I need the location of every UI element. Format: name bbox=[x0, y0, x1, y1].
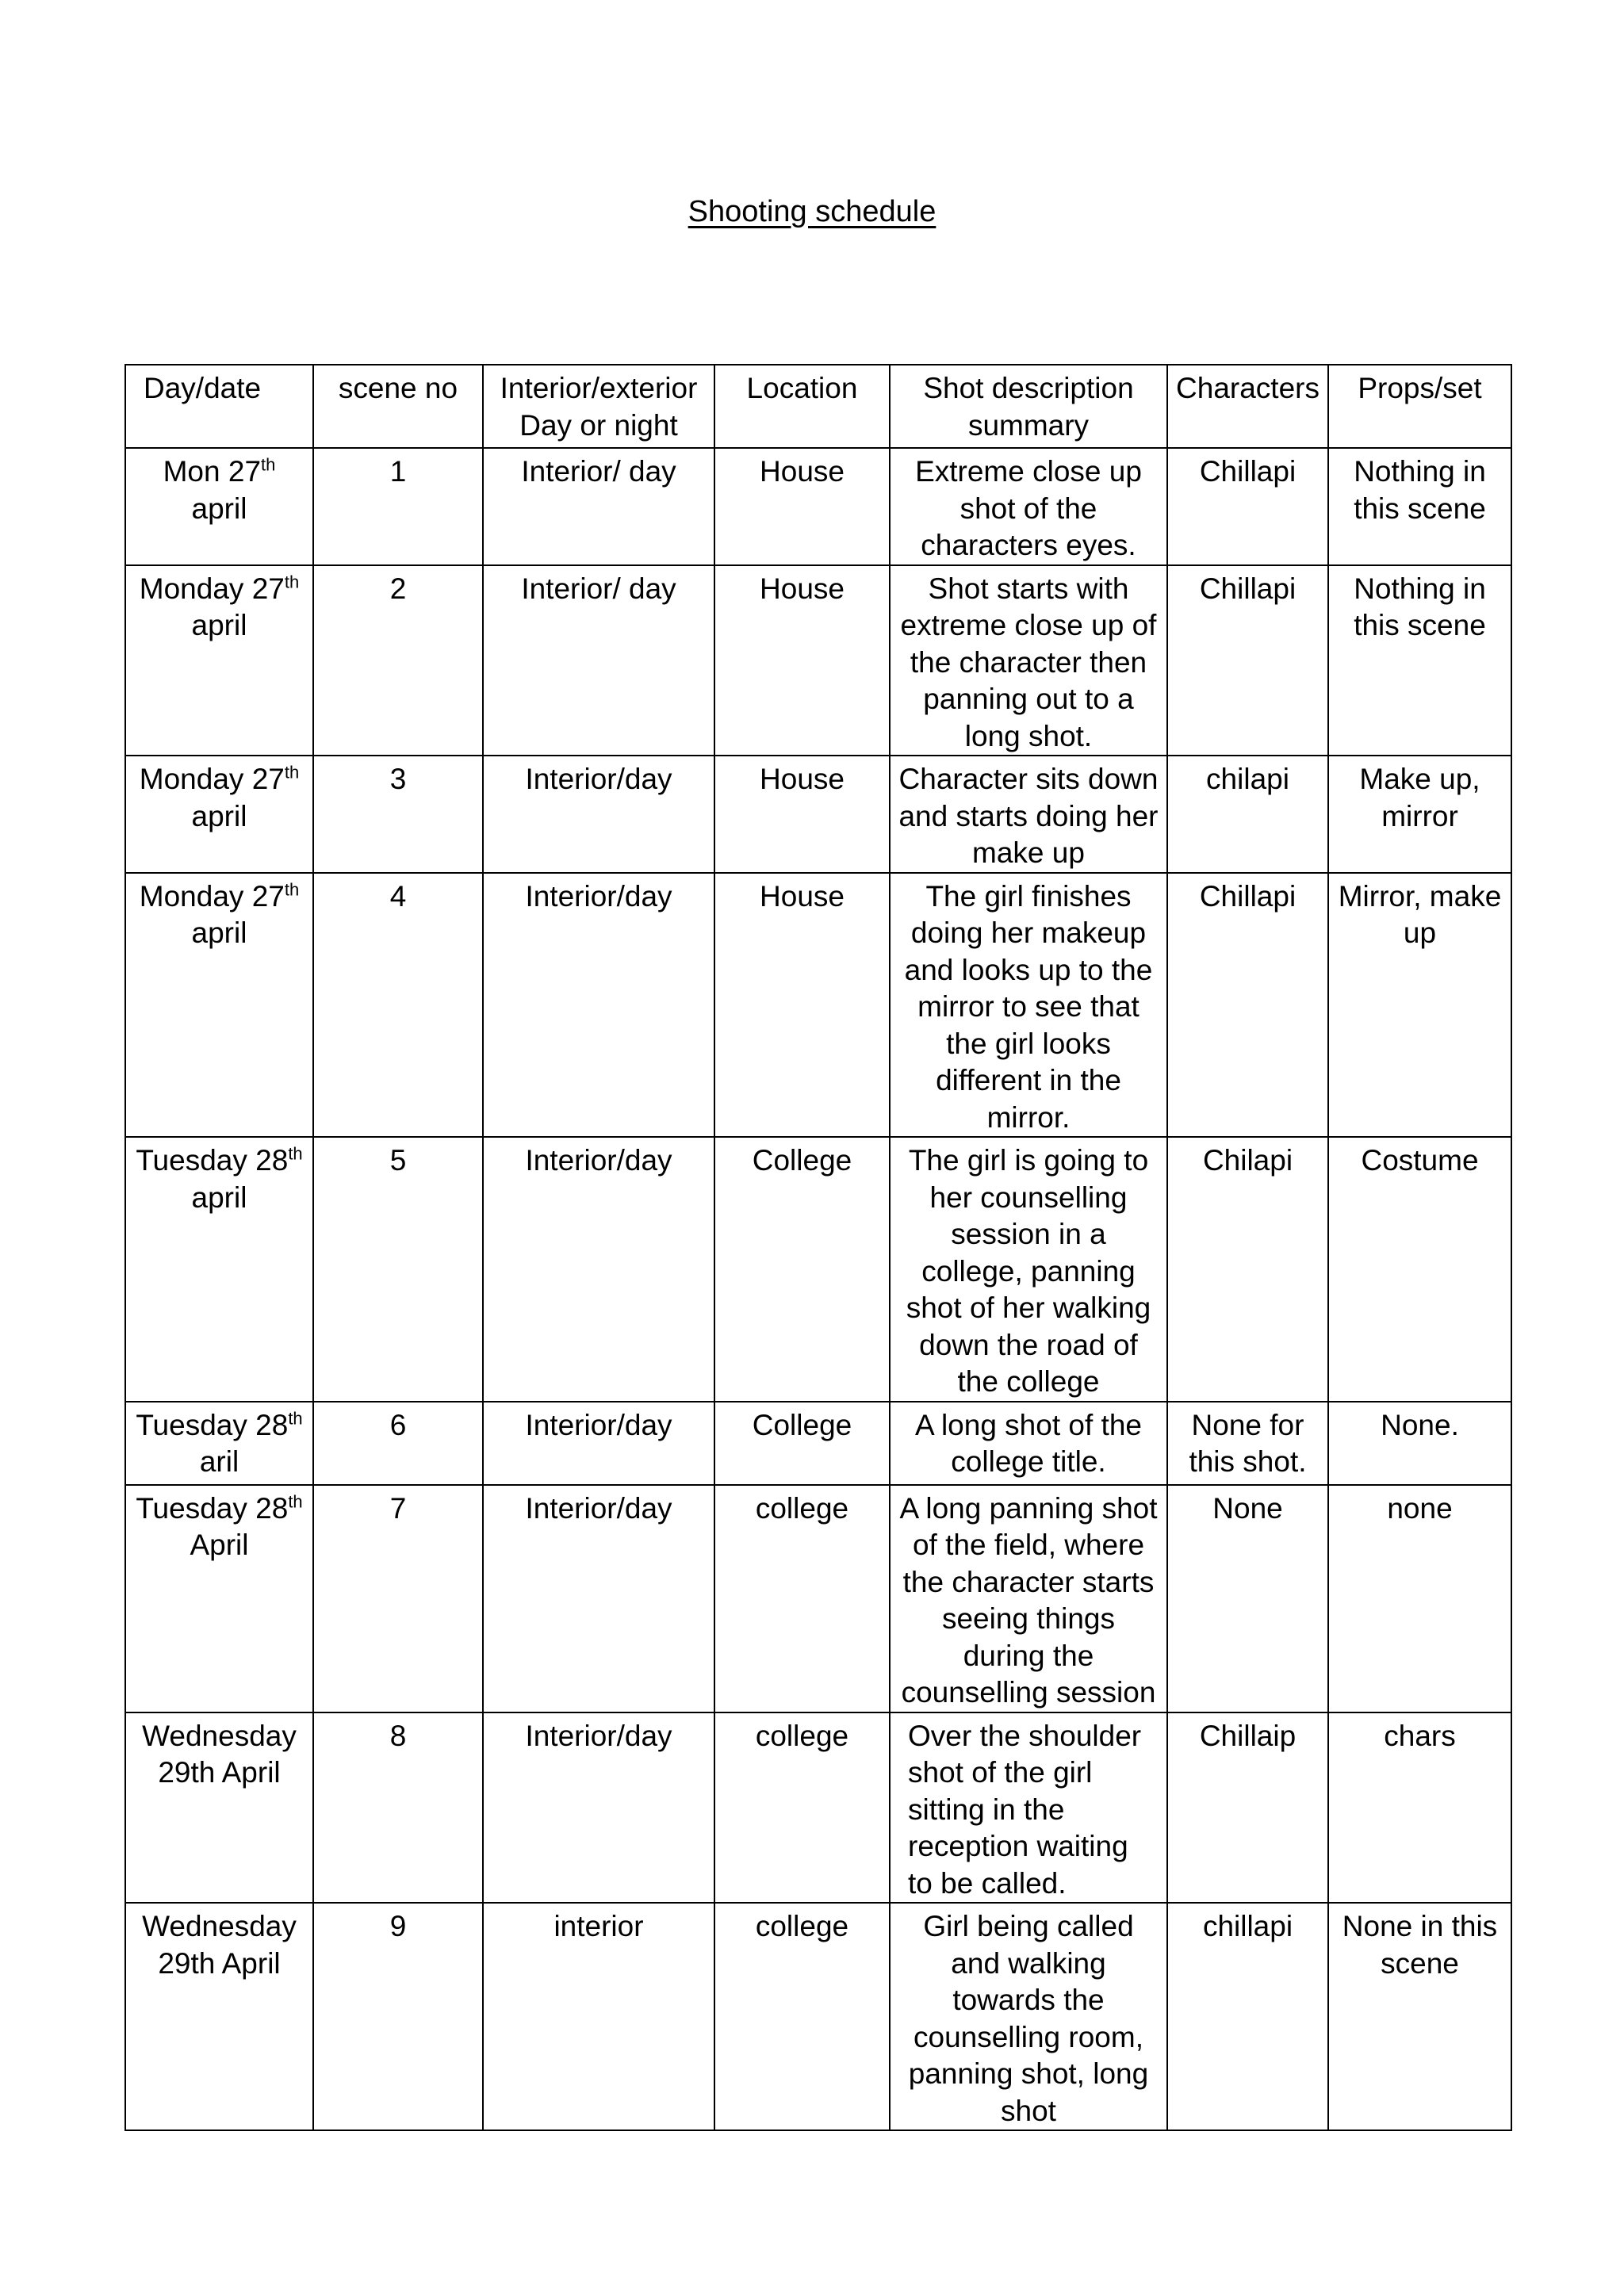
table-row bbox=[125, 1903, 1511, 2130]
cell-shot-description: Extreme close up shot of the characters eyes. bbox=[890, 448, 1167, 565]
cell-scene-no: 2 bbox=[313, 565, 483, 756]
header-shot-description: Shot description summary bbox=[890, 365, 1167, 448]
cell-shot-description: Shot starts with extreme close up of the character then panning out to a long shot. bbox=[890, 565, 1167, 756]
cell-day-date bbox=[125, 565, 313, 756]
header-day-date: Day/date bbox=[125, 365, 313, 448]
month-text: april bbox=[191, 1181, 247, 1214]
cell-characters: chillapi bbox=[1167, 1903, 1328, 2130]
cell-location: College bbox=[714, 1402, 890, 1485]
day-text: Monday 27 bbox=[139, 572, 285, 605]
cell-props-set: Make up, mirror bbox=[1328, 756, 1511, 873]
month-text: april bbox=[191, 609, 247, 641]
cell-props-set: Mirror, make up bbox=[1328, 873, 1511, 1138]
month-text: april bbox=[191, 799, 247, 832]
cell-characters: chilapi bbox=[1167, 756, 1328, 873]
day-text: Wednesday 29th April bbox=[142, 1719, 297, 1789]
cell-scene-no: 1 bbox=[313, 448, 483, 565]
cell-location: college bbox=[714, 1903, 890, 2130]
day-suffix: th bbox=[284, 762, 300, 783]
month-text: april bbox=[191, 916, 247, 949]
cell-props-set: Costume bbox=[1328, 1137, 1511, 1402]
cell-scene-no: 8 bbox=[313, 1712, 483, 1904]
month-text: April bbox=[190, 1529, 249, 1561]
day-text: Monday 27 bbox=[139, 879, 285, 913]
header-location: Location bbox=[714, 365, 890, 448]
cell-characters: Chilapi bbox=[1167, 1137, 1328, 1402]
table-row bbox=[125, 1137, 1511, 1402]
cell-location: college bbox=[714, 1485, 890, 1712]
table-row bbox=[125, 565, 1511, 756]
table-row bbox=[125, 1402, 1511, 1485]
page-title bbox=[0, 193, 1624, 231]
day-text: Tuesday 28 bbox=[136, 1144, 289, 1177]
cell-interior-exterior: Interior/day bbox=[483, 1137, 714, 1402]
cell-day-date bbox=[125, 1485, 313, 1712]
cell-day-date bbox=[125, 1137, 313, 1402]
shooting-schedule-table bbox=[124, 364, 1512, 2131]
cell-day-date bbox=[125, 1903, 313, 2130]
cell-scene-no: 6 bbox=[313, 1402, 483, 1485]
cell-day-date bbox=[125, 1712, 313, 1904]
cell-interior-exterior: Interior/day bbox=[483, 756, 714, 873]
cell-location: House bbox=[714, 565, 890, 756]
cell-props-set: none bbox=[1328, 1485, 1511, 1712]
day-text: Tuesday 28 bbox=[136, 1491, 289, 1525]
table-row bbox=[125, 1712, 1511, 1904]
cell-shot-description: Character sits down and starts doing her make up bbox=[890, 756, 1167, 873]
cell-characters: Chillapi bbox=[1167, 565, 1328, 756]
day-text: Tuesday 28 bbox=[136, 1408, 289, 1441]
cell-props-set: None. bbox=[1328, 1402, 1511, 1485]
cell-scene-no: 3 bbox=[313, 756, 483, 873]
cell-characters: Chillapi bbox=[1167, 448, 1328, 565]
day-text: Wednesday 29th April bbox=[142, 1910, 297, 1980]
cell-day-date bbox=[125, 873, 313, 1138]
cell-interior-exterior: Interior/day bbox=[483, 1485, 714, 1712]
day-text: Monday 27 bbox=[139, 763, 285, 795]
cell-characters: None for this shot. bbox=[1167, 1402, 1328, 1485]
cell-day-date bbox=[125, 1402, 313, 1485]
cell-shot-description: A long panning shot of the field, where the character starts seeing things during the counselling session bbox=[890, 1485, 1167, 1712]
cell-props-set: Nothing in this scene bbox=[1328, 565, 1511, 756]
cell-location: House bbox=[714, 448, 890, 565]
cell-shot-description: A long shot of the college title. bbox=[890, 1402, 1167, 1485]
cell-characters: Chillapi bbox=[1167, 873, 1328, 1138]
cell-interior-exterior: Interior/day bbox=[483, 1402, 714, 1485]
day-suffix: th bbox=[284, 572, 300, 592]
cell-interior-exterior: Interior/ day bbox=[483, 565, 714, 756]
cell-location: House bbox=[714, 873, 890, 1138]
day-suffix: th bbox=[284, 879, 300, 900]
page-title-text: Shooting schedule bbox=[688, 195, 936, 228]
cell-shot-description: Over the shoulder shot of the girl sitting in the reception waiting to be called. bbox=[890, 1712, 1167, 1904]
cell-props-set: Nothing in this scene bbox=[1328, 448, 1511, 565]
header-scene-no: scene no bbox=[313, 365, 483, 448]
table-row bbox=[125, 1485, 1511, 1712]
cell-interior-exterior: Interior/day bbox=[483, 873, 714, 1138]
day-suffix: th bbox=[261, 454, 276, 475]
cell-interior-exterior: Interior/day bbox=[483, 1712, 714, 1904]
cell-day-date bbox=[125, 756, 313, 873]
header-characters: Characters bbox=[1167, 365, 1328, 448]
table-row bbox=[125, 873, 1511, 1138]
table-row bbox=[125, 756, 1511, 873]
cell-props-set: chars bbox=[1328, 1712, 1511, 1904]
month-text: april bbox=[191, 492, 247, 525]
cell-characters: Chillaip bbox=[1167, 1712, 1328, 1904]
table-row bbox=[125, 448, 1511, 565]
day-suffix: th bbox=[288, 1408, 303, 1429]
header-props-set: Props/set bbox=[1328, 365, 1511, 448]
cell-characters: None bbox=[1167, 1485, 1328, 1712]
day-suffix: th bbox=[288, 1143, 303, 1164]
cell-location: college bbox=[714, 1712, 890, 1904]
cell-day-date bbox=[125, 448, 313, 565]
cell-shot-description: The girl finishes doing her makeup and looks up to the mirror to see that the girl looks different in the mirror. bbox=[890, 873, 1167, 1138]
cell-location: College bbox=[714, 1137, 890, 1402]
cell-scene-no: 9 bbox=[313, 1903, 483, 2130]
day-text: Mon 27 bbox=[163, 455, 262, 488]
day-suffix: th bbox=[288, 1491, 303, 1512]
cell-props-set: None in this scene bbox=[1328, 1903, 1511, 2130]
cell-shot-description: The girl is going to her counselling session in a college, panning shot of her walking down the road of the college bbox=[890, 1137, 1167, 1402]
cell-interior-exterior: interior bbox=[483, 1903, 714, 2130]
cell-scene-no: 5 bbox=[313, 1137, 483, 1402]
cell-interior-exterior: Interior/ day bbox=[483, 448, 714, 565]
cell-scene-no: 4 bbox=[313, 873, 483, 1138]
cell-location: House bbox=[714, 756, 890, 873]
cell-shot-description: Girl being called and walking towards the counselling room, panning shot, long shot bbox=[890, 1903, 1167, 2130]
month-text: aril bbox=[199, 1445, 239, 1478]
cell-scene-no: 7 bbox=[313, 1485, 483, 1712]
header-interior-exterior: Interior/exterior Day or night bbox=[483, 365, 714, 448]
header-row bbox=[125, 365, 1511, 448]
